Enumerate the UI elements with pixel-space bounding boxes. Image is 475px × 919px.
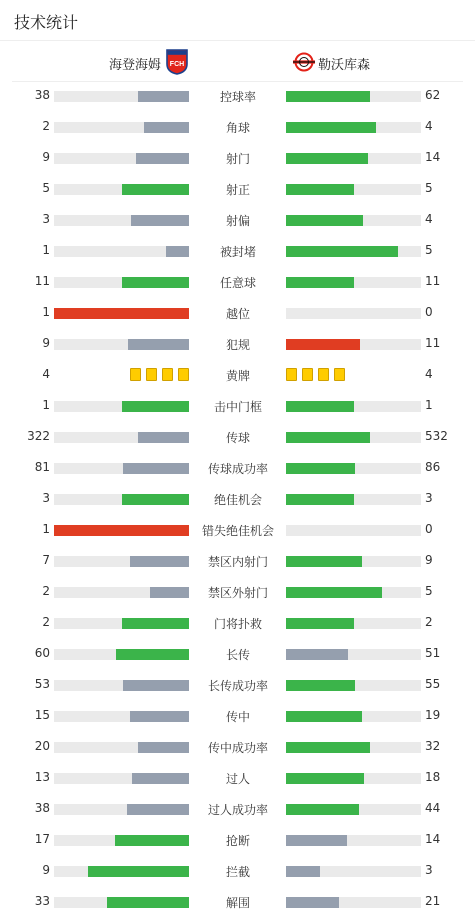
yellow-card-icon [318, 368, 329, 381]
stat-label: 长传成功率 [207, 679, 268, 693]
home-stat-bar [54, 463, 189, 474]
away-stat-bar [286, 742, 421, 753]
stat-label: 拦截 [225, 865, 250, 879]
home-stat-bar-fill [150, 587, 189, 598]
stat-row [0, 886, 475, 917]
home-yellow-cards [125, 368, 189, 382]
away-stat-bar [286, 401, 421, 412]
away-stat-bar-fill [286, 401, 354, 412]
home-stat-value: 1 [42, 398, 50, 412]
home-stat-bar-fill [128, 339, 189, 350]
home-stat-bar [54, 91, 189, 102]
away-stat-bar-fill [286, 866, 320, 877]
away-stat-value: 2 [425, 615, 433, 629]
home-stat-bar [54, 711, 189, 722]
home-stat-value: 7 [42, 553, 50, 567]
away-stat-value: 4 [425, 119, 433, 133]
home-stat-bar-fill [144, 122, 189, 133]
away-stat-bar [286, 897, 421, 908]
away-stat-value: 14 [425, 150, 441, 164]
yellow-card-icon [178, 368, 189, 381]
away-stat-bar [286, 277, 421, 288]
stat-label: 过人成功率 [207, 803, 268, 817]
away-stat-bar [286, 339, 421, 350]
away-stat-value: 55 [425, 677, 441, 691]
away-stat-value: 5 [425, 181, 433, 195]
away-stat-bar-fill [286, 122, 376, 133]
away-stat-value: 19 [425, 708, 441, 722]
stat-row [0, 762, 475, 793]
away-stat-bar [286, 866, 421, 877]
stat-row [0, 266, 475, 297]
home-stat-bar-fill [138, 91, 189, 102]
stat-label: 过人 [225, 772, 250, 786]
away-stat-bar-fill [286, 773, 364, 784]
yellow-card-icon [302, 368, 313, 381]
away-stat-bar-fill [286, 153, 368, 164]
home-stat-bar-fill [132, 773, 189, 784]
home-stat-bar [54, 618, 189, 629]
home-stat-bar [54, 649, 189, 660]
home-stat-value: 53 [34, 677, 50, 691]
home-stat-bar-fill [122, 184, 190, 195]
stat-label: 任意球 [219, 276, 256, 290]
home-stat-bar-fill [130, 556, 189, 567]
home-stat-value: 38 [34, 88, 50, 102]
stat-row [0, 173, 475, 204]
stat-row [0, 793, 475, 824]
away-stat-bar [286, 215, 421, 226]
away-team-name: 勒沃库森 [318, 58, 371, 73]
stat-label: 传中成功率 [207, 741, 268, 755]
stat-label: 黄牌 [225, 369, 250, 383]
away-stat-bar-fill [286, 587, 382, 598]
home-team-name: 海登海姆 [108, 58, 161, 73]
away-stat-bar [286, 587, 421, 598]
home-stat-bar-fill [123, 463, 189, 474]
yellow-card-icon [162, 368, 173, 381]
home-stat-bar-fill [127, 804, 189, 815]
home-stat-bar [54, 835, 189, 846]
home-stat-value: 2 [42, 615, 50, 629]
yellow-card-icon [286, 368, 297, 381]
home-stat-bar-fill [122, 494, 190, 505]
away-stat-bar [286, 122, 421, 133]
stat-row [0, 576, 475, 607]
home-stat-value: 9 [42, 863, 50, 877]
stat-label: 错失绝佳机会 [201, 524, 274, 538]
home-stat-value: 9 [42, 336, 50, 350]
home-stat-value: 3 [42, 212, 50, 226]
home-stat-value: 1 [42, 522, 50, 536]
stat-row [0, 359, 475, 390]
stat-label: 禁区内射门 [207, 555, 268, 569]
stat-label: 门将扑救 [213, 617, 262, 631]
away-stat-bar [286, 91, 421, 102]
home-team-crest-icon [166, 49, 188, 75]
away-stat-bar-fill [286, 277, 354, 288]
away-stat-value: 44 [425, 801, 441, 815]
away-stat-bar [286, 556, 421, 567]
home-stat-bar [54, 773, 189, 784]
home-stat-value: 60 [34, 646, 50, 660]
home-stat-bar [54, 308, 189, 319]
home-stat-value: 1 [42, 243, 50, 257]
home-stat-bar [54, 277, 189, 288]
home-stat-bar-fill [136, 153, 189, 164]
away-stat-value: 0 [425, 305, 433, 319]
away-stat-bar-fill [286, 618, 354, 629]
home-stat-value: 2 [42, 584, 50, 598]
away-stat-bar [286, 804, 421, 815]
yellow-card-icon [334, 368, 345, 381]
home-stat-value: 15 [34, 708, 50, 722]
away-stat-value: 11 [425, 274, 441, 288]
home-stat-bar-fill [138, 742, 189, 753]
stat-label: 绝佳机会 [213, 493, 262, 507]
home-stat-bar [54, 742, 189, 753]
home-stat-bar [54, 432, 189, 443]
stat-label: 传球成功率 [207, 462, 268, 476]
home-stat-bar [54, 680, 189, 691]
stat-row [0, 328, 475, 359]
stat-label: 抢断 [225, 834, 250, 848]
home-stat-value: 38 [34, 801, 50, 815]
away-stat-bar [286, 246, 421, 257]
away-stat-bar-fill [286, 835, 347, 846]
home-stat-bar [54, 494, 189, 505]
home-stat-bar-fill [54, 525, 189, 536]
stat-row [0, 855, 475, 886]
stat-label: 传中 [225, 710, 250, 724]
away-stat-bar-fill [286, 432, 370, 443]
stat-label: 长传 [225, 648, 250, 662]
away-stat-value: 14 [425, 832, 441, 846]
home-stat-value: 81 [34, 460, 50, 474]
away-stat-bar-fill [286, 494, 354, 505]
home-stat-value: 17 [34, 832, 50, 846]
stat-label: 射门 [225, 152, 250, 166]
stat-row [0, 607, 475, 638]
away-stat-bar [286, 649, 421, 660]
stat-label: 解围 [225, 896, 250, 910]
yellow-card-icon [146, 368, 157, 381]
away-team-crest-icon [292, 51, 316, 73]
away-stat-value: 32 [425, 739, 441, 753]
stat-row [0, 731, 475, 762]
home-stat-value: 5 [42, 181, 50, 195]
away-stat-value: 18 [425, 770, 441, 784]
home-stat-bar [54, 339, 189, 350]
stat-label: 传球 [225, 431, 250, 445]
away-stat-bar-fill [286, 339, 360, 350]
away-stat-bar [286, 835, 421, 846]
svg-text:FCH: FCH [169, 61, 185, 68]
home-stat-value: 11 [34, 274, 50, 288]
away-stat-bar-fill [286, 680, 355, 691]
home-stat-value: 4 [42, 367, 50, 381]
away-stat-bar-fill [286, 897, 339, 908]
home-stat-bar [54, 897, 189, 908]
home-stat-bar-fill [138, 432, 189, 443]
stat-row [0, 421, 475, 452]
stat-row [0, 669, 475, 700]
stat-row [0, 204, 475, 235]
page-header [0, 0, 475, 41]
stat-row [0, 390, 475, 421]
home-stat-bar-fill [107, 897, 189, 908]
away-stat-value: 86 [425, 460, 441, 474]
home-stat-value: 13 [34, 770, 50, 784]
away-stat-bar-fill [286, 711, 362, 722]
stat-row [0, 638, 475, 669]
stat-row [0, 545, 475, 576]
home-stat-bar-fill [123, 680, 189, 691]
stat-label: 射偏 [225, 214, 250, 228]
home-stat-bar-fill [166, 246, 189, 257]
stat-label: 越位 [225, 307, 250, 321]
away-stat-value: 4 [425, 367, 433, 381]
away-stat-bar [286, 308, 421, 319]
away-stat-bar-fill [286, 215, 363, 226]
away-stat-value: 62 [425, 88, 441, 102]
away-stat-value: 532 [425, 429, 448, 443]
home-stat-bar [54, 587, 189, 598]
away-stat-value: 9 [425, 553, 433, 567]
away-stat-bar [286, 680, 421, 691]
stat-row [0, 700, 475, 731]
away-stat-bar [286, 494, 421, 505]
home-stat-bar-fill [116, 649, 189, 660]
stat-row [0, 824, 475, 855]
home-stat-bar [54, 804, 189, 815]
home-stat-value: 322 [27, 429, 50, 443]
home-stat-bar [54, 866, 189, 877]
away-stat-value: 1 [425, 398, 433, 412]
away-stat-value: 3 [425, 491, 433, 505]
home-stat-bar [54, 122, 189, 133]
home-stat-bar [54, 525, 189, 536]
away-stat-bar [286, 184, 421, 195]
stat-row [0, 297, 475, 328]
away-stat-bar [286, 711, 421, 722]
away-stat-value: 11 [425, 336, 441, 350]
home-stat-bar-fill [131, 215, 189, 226]
stat-row [0, 483, 475, 514]
away-stat-value: 5 [425, 243, 433, 257]
home-stat-bar-fill [115, 835, 189, 846]
stat-row [0, 452, 475, 483]
away-stat-bar [286, 432, 421, 443]
home-stat-bar-fill [54, 308, 189, 319]
stat-label: 角球 [225, 121, 250, 135]
home-stat-value: 3 [42, 491, 50, 505]
teams-row [0, 41, 475, 81]
home-stat-value: 20 [34, 739, 50, 753]
home-stat-bar [54, 153, 189, 164]
away-stat-bar [286, 525, 421, 536]
away-stat-value: 0 [425, 522, 433, 536]
away-stat-bar [286, 773, 421, 784]
away-stat-bar [286, 153, 421, 164]
away-stat-bar-fill [286, 742, 370, 753]
away-stat-value: 4 [425, 212, 433, 226]
stat-row [0, 514, 475, 545]
away-stat-bar [286, 463, 421, 474]
away-stat-bar-fill [286, 91, 370, 102]
away-stat-value: 5 [425, 584, 433, 598]
stat-label: 犯规 [225, 338, 250, 352]
home-stat-bar [54, 246, 189, 257]
away-stat-value: 51 [425, 646, 441, 660]
away-stat-bar-fill [286, 246, 398, 257]
stat-row [0, 142, 475, 173]
home-stat-value: 1 [42, 305, 50, 319]
stat-label: 禁区外射门 [207, 586, 268, 600]
stat-label: 控球率 [219, 90, 256, 104]
yellow-card-icon [130, 368, 141, 381]
away-stat-bar-fill [286, 649, 348, 660]
home-stat-bar [54, 556, 189, 567]
away-yellow-cards [286, 368, 350, 382]
away-stat-value: 21 [425, 894, 441, 908]
home-stat-bar [54, 401, 189, 412]
home-stat-bar-fill [122, 277, 190, 288]
home-stat-value: 33 [34, 894, 50, 908]
stat-label: 击中门框 [213, 400, 262, 414]
away-stat-bar [286, 618, 421, 629]
stat-row [0, 235, 475, 266]
away-stat-bar-fill [286, 556, 362, 567]
home-stat-value: 9 [42, 150, 50, 164]
page-title: 技术统计 [14, 13, 79, 32]
home-stat-bar [54, 184, 189, 195]
stat-label: 射正 [225, 183, 250, 197]
stat-row [0, 111, 475, 142]
home-stat-bar-fill [88, 866, 189, 877]
home-stat-bar [54, 215, 189, 226]
home-stat-bar-fill [122, 401, 190, 412]
home-stat-bar-fill [130, 711, 189, 722]
away-stat-bar-fill [286, 804, 359, 815]
home-stat-value: 2 [42, 119, 50, 133]
stat-row [0, 80, 475, 111]
stat-label: 被封堵 [219, 245, 256, 259]
away-stat-value: 3 [425, 863, 433, 877]
away-stat-bar-fill [286, 463, 355, 474]
away-stat-bar-fill [286, 184, 354, 195]
home-stat-bar-fill [122, 618, 190, 629]
